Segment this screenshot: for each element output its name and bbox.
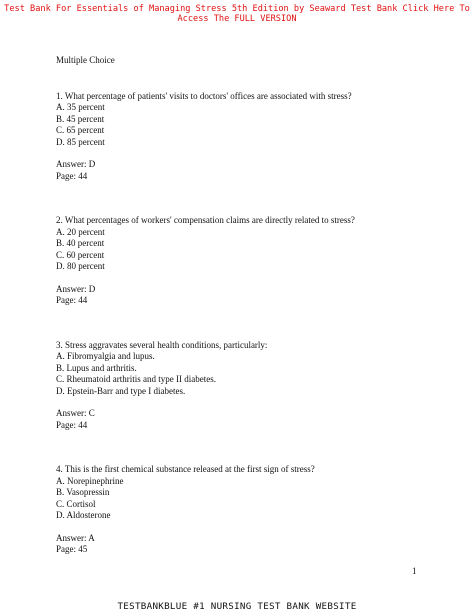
footer-text: TESTBANKBLUE #1 NURSING TEST BANK WEBSITE — [117, 601, 357, 612]
question-2 — [56, 215, 436, 307]
question-text: 1. What percentage of patients' visits to doctors' offices are associated with stress? — [56, 90, 352, 101]
page-number: 1 — [412, 566, 417, 576]
document-body — [56, 55, 436, 556]
option-a: A. Fibromyalgia and lupus. — [56, 351, 155, 361]
option-c: C. Cortisol — [56, 498, 96, 509]
header-banner-link[interactable] — [0, 4, 474, 24]
option-a: A. 20 percent — [56, 226, 105, 237]
page-reference: Page: 44 — [56, 170, 88, 181]
option-c: C. 60 percent — [56, 249, 105, 260]
option-c: C. 65 percent — [56, 125, 105, 135]
option-a: A. Norepinephrine — [56, 475, 124, 486]
option-b: B. Vasopressin — [56, 487, 110, 497]
page-reference: Page: 45 — [56, 544, 88, 554]
page-reference: Page: 44 — [56, 295, 88, 305]
option-d: D. Aldosterone — [56, 510, 111, 520]
answer-text: Answer: C — [56, 408, 95, 418]
answer-text: Answer: A — [56, 532, 95, 543]
option-a: A. 35 percent — [56, 102, 105, 112]
question-text: 3. Stress aggravates several health conditions, particularly: — [56, 339, 268, 350]
question-text: 2. What percentages of workers' compensation claims are directly related to stress? — [56, 215, 355, 225]
section-title: Multiple Choice — [56, 55, 115, 65]
banner-line-1[interactable]: Test Bank For Essentials of Managing Stress 5th Edition by Seaward Test Bank Click Here To — [4, 4, 470, 14]
question-text: 4. This is the first chemical substance released at the first sign of stress? — [56, 464, 315, 474]
question-3 — [56, 340, 436, 432]
page-reference: Page: 44 — [56, 419, 88, 430]
question-4 — [56, 464, 436, 556]
option-d: D. 80 percent — [56, 261, 105, 271]
question-1 — [56, 91, 436, 183]
option-c: C. Rheumatoid arthritis and type II diabetes. — [56, 374, 216, 384]
option-d: D. Epstein-Barr and type I diabetes. — [56, 385, 186, 396]
answer-text: Answer: D — [56, 283, 96, 294]
option-b: B. 45 percent — [56, 113, 105, 124]
option-b: B. 40 percent — [56, 238, 105, 248]
option-d: D. 85 percent — [56, 136, 105, 147]
banner-line-2[interactable]: Access The FULL VERSION — [177, 14, 297, 24]
option-b: B. Lupus and arthritis. — [56, 362, 137, 373]
answer-text: Answer: D — [56, 159, 96, 169]
